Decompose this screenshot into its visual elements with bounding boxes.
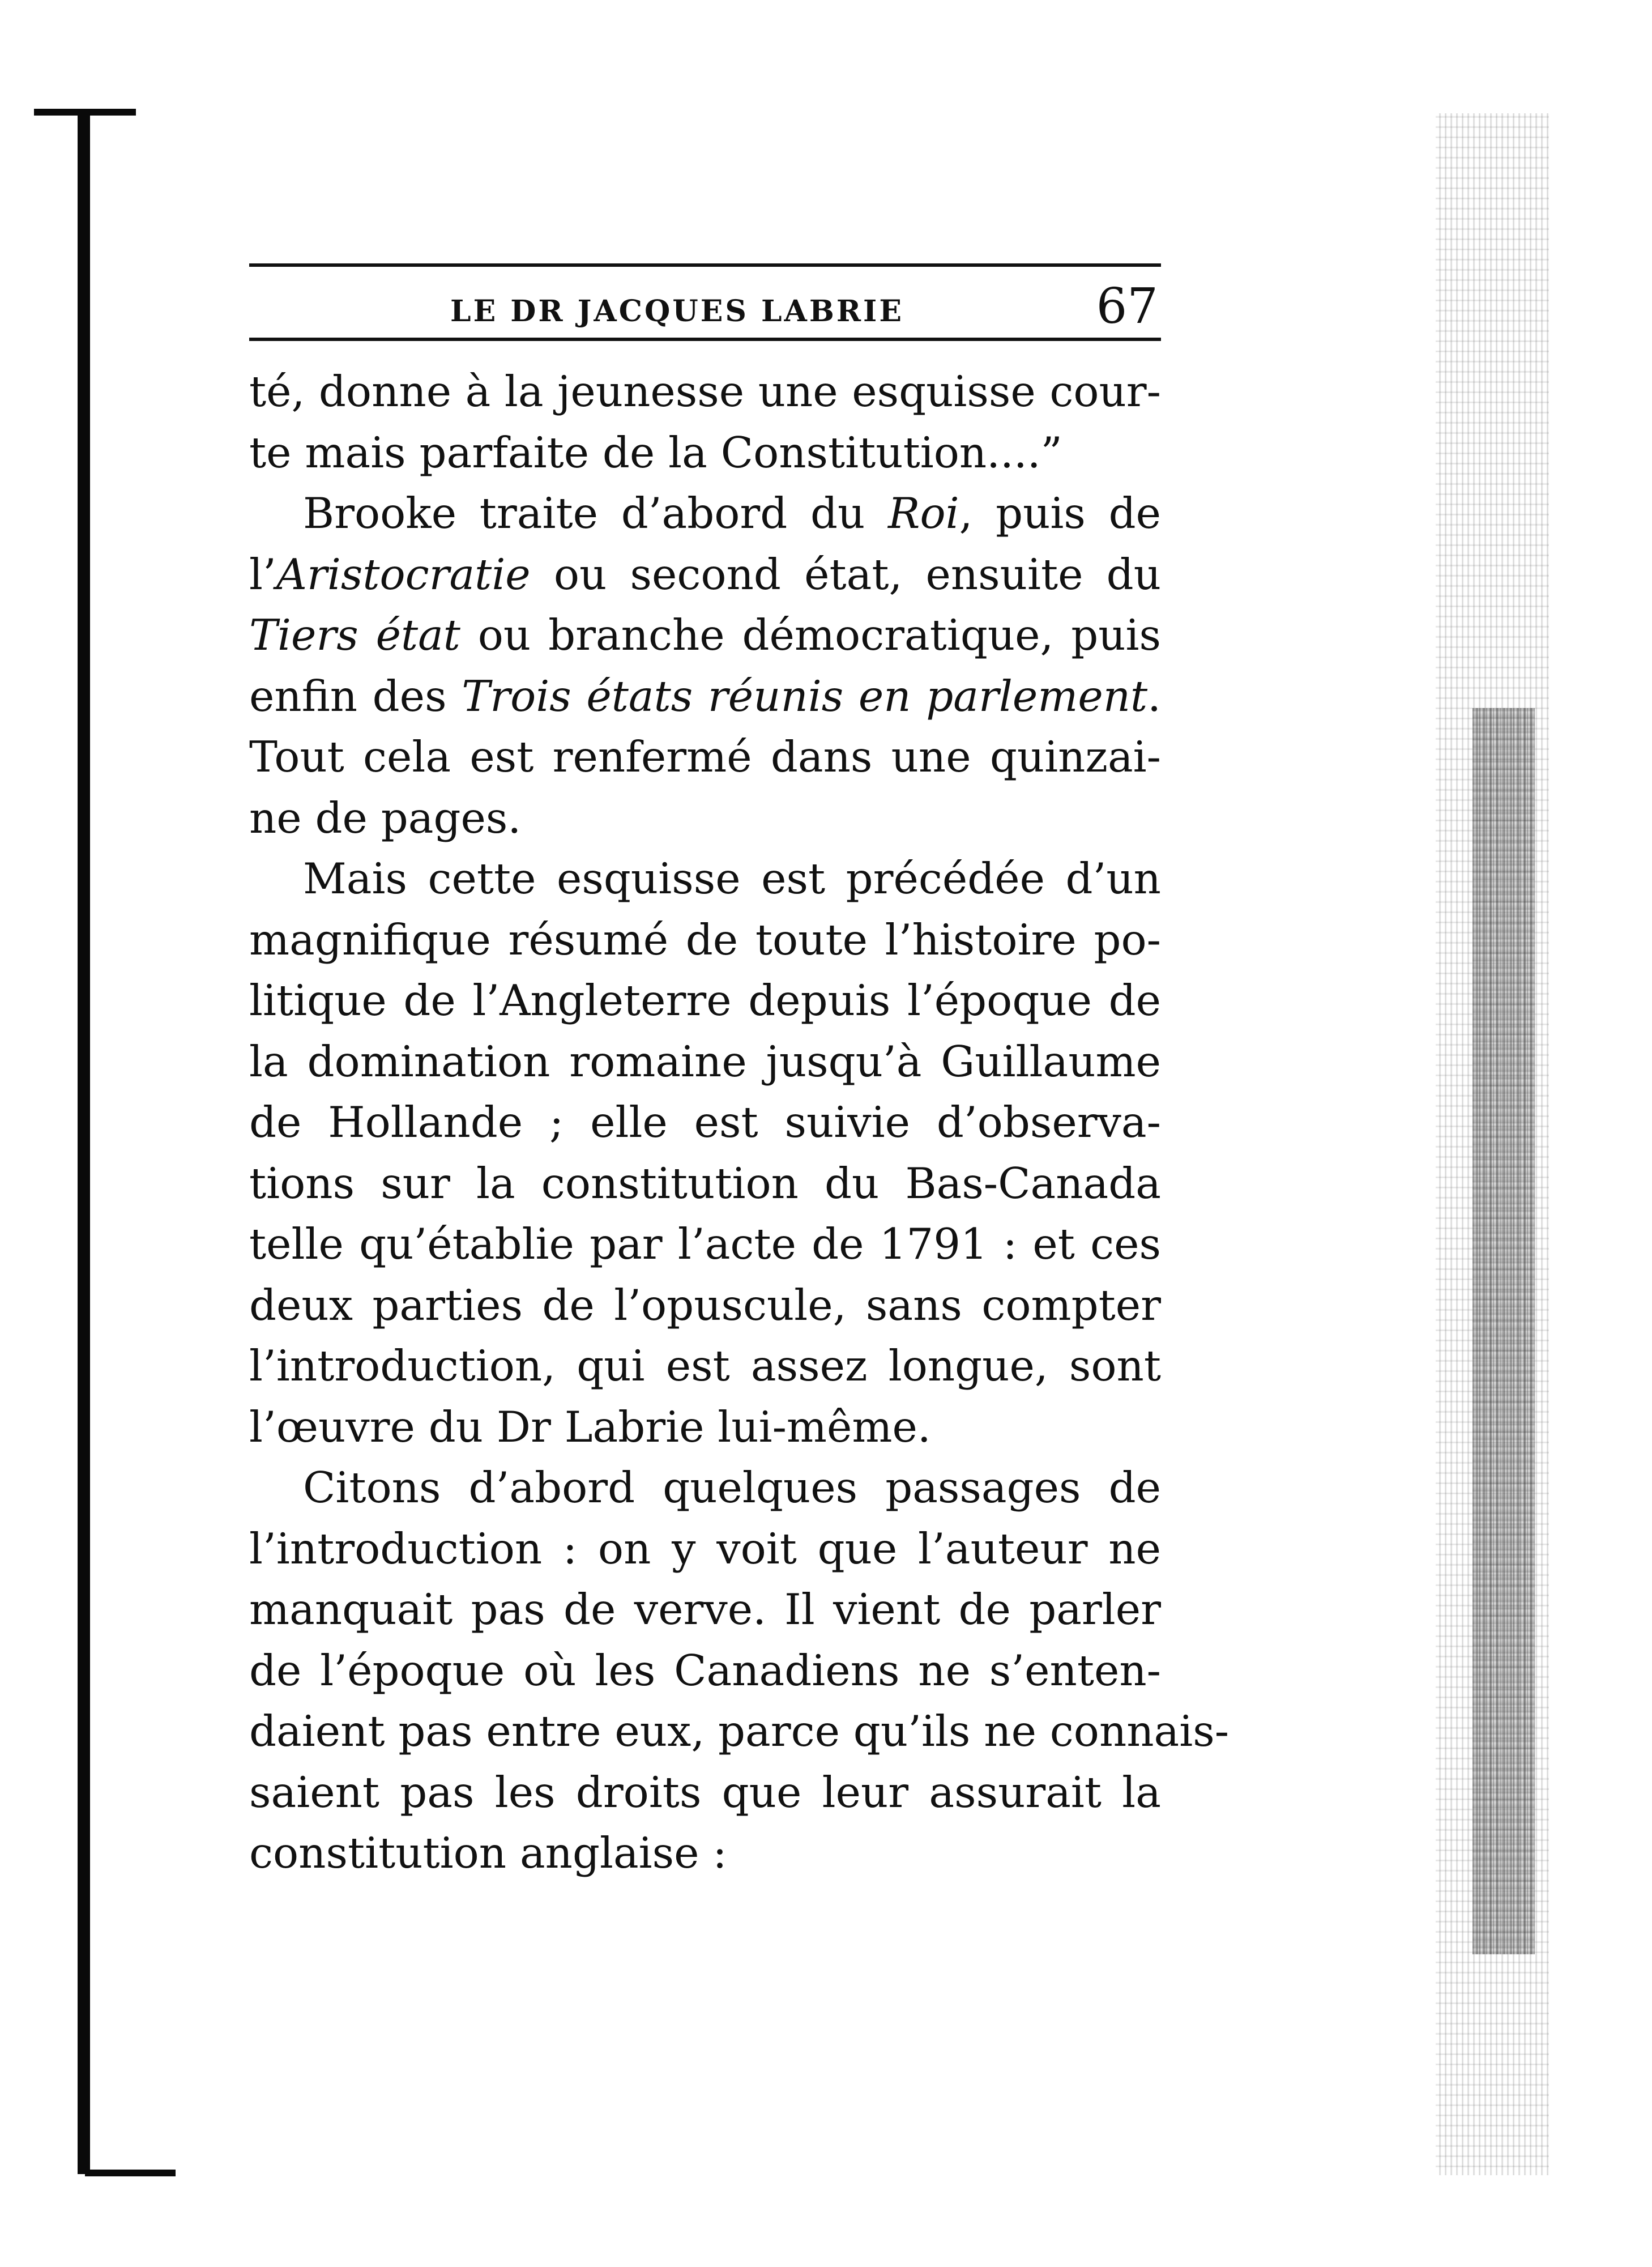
text-line: Citons d’abord quelques passages de bbox=[303, 1463, 1161, 1512]
text-line: manquait pas de verve. Il vient de parler bbox=[249, 1584, 1161, 1634]
running-head: LE DR JACQUES LABRIE bbox=[450, 294, 904, 329]
text-line: te mais parfaite de la Constitution....” bbox=[249, 427, 1062, 478]
text-line: magnifique résumé de toute l’histoire po- bbox=[249, 914, 1161, 965]
text-line: tions sur la constitution du Bas-Canada bbox=[249, 1158, 1161, 1208]
text-line: la domination romaine jusqu’à Guillaume bbox=[249, 1036, 1161, 1086]
page-number: 67 bbox=[1096, 278, 1158, 335]
text-line: litique de l’Angleterre depuis l’époque de bbox=[249, 975, 1161, 1025]
text-line: l’Aristocratie ou second état, ensuite du bbox=[249, 549, 1161, 599]
scan-gutter-shadow bbox=[1472, 708, 1535, 1954]
text-line: de l’époque où les Canadiens ne s’enten- bbox=[249, 1645, 1161, 1695]
text-line: Mais cette esquisse est précédée d’un bbox=[303, 854, 1161, 904]
text-line: Brooke traite d’abord du Roi, puis de bbox=[303, 488, 1161, 538]
text-line: constitution anglaise : bbox=[249, 1828, 727, 1878]
text-line: Tout cela est renfermé dans une quinzai- bbox=[249, 732, 1161, 782]
text-line: enfin des Trois états réunis en parlement. bbox=[249, 671, 1162, 721]
text-line: l’œuvre du Dr Labrie lui-même. bbox=[249, 1401, 931, 1452]
page-header bbox=[249, 267, 1161, 338]
text-line: Tiers état ou branche démocratique, puis bbox=[249, 610, 1161, 660]
body-text bbox=[249, 361, 1230, 1884]
text-line: té, donne à la jeunesse une esquisse cour- bbox=[249, 367, 1161, 416]
text-line: telle qu’établie par l’acte de 1791 : et ces bbox=[249, 1219, 1161, 1269]
binding-rule-bottom bbox=[85, 2170, 176, 2176]
text-line: ne de pages. bbox=[249, 792, 522, 843]
text-line: daient pas entre eux, parce qu’ils ne connais- bbox=[249, 1706, 1230, 1756]
text-line: l’introduction, qui est assez longue, sont bbox=[249, 1341, 1161, 1391]
book-page bbox=[249, 263, 1230, 1884]
text-line: de Hollande ; elle est suivie d’observa- bbox=[249, 1097, 1161, 1147]
text-line: deux parties de l’opuscule, sans compter bbox=[249, 1280, 1161, 1330]
header-rule-bottom bbox=[249, 338, 1161, 341]
text-line: saient pas les droits que leur assurait la bbox=[249, 1767, 1161, 1817]
text-line: l’introduction : on y voit que l’auteur ne bbox=[249, 1523, 1161, 1574]
binding-rule bbox=[78, 112, 90, 2174]
